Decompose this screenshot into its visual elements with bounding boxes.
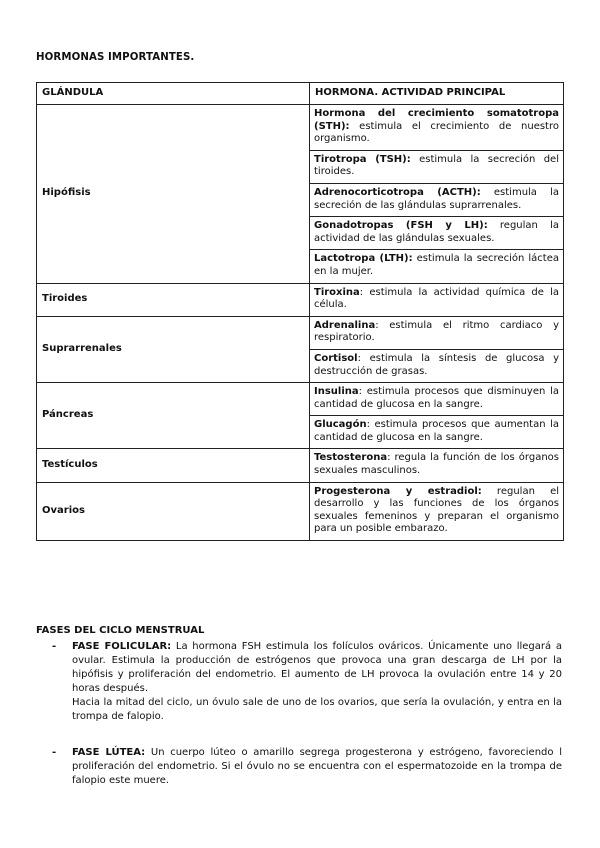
hormone-name: Hormona del crecimiento somatotropa (STH):: [314, 108, 559, 132]
phase-label: FASE LÚTEA:: [72, 747, 146, 758]
gland-cell: Hipófisis: [37, 105, 310, 284]
hormone-name: Progesterona y estradiol:: [314, 485, 482, 497]
hormone-description: : estimula la síntesis de glucosa y destrucción de grasas.: [314, 352, 559, 377]
table-row: [37, 383, 564, 416]
table-row: [37, 449, 564, 482]
phase-paragraph: Hacia la mitad del ciclo, un óvulo sale de uno de los ovarios, que sería la ovulación, y entra en la trompa de falopio.: [72, 697, 562, 722]
hormone-description: estimula la secreción de las glándulas suprarrenales.: [314, 186, 560, 211]
table-row: [37, 283, 564, 316]
gland-cell: Páncreas: [37, 383, 310, 449]
hormone-description: regulan la actividad de las glándulas sexuales.: [314, 220, 559, 244]
table-row: [37, 482, 564, 540]
hormone-description: : estimula procesos que disminuyen la cantidad de glucosa en la sangre.: [314, 386, 559, 410]
page-title: HORMONAS IMPORTANTES.: [36, 52, 195, 63]
hormone-description: : estimula la actividad química de la célula.: [314, 286, 559, 311]
table-header-row: [37, 83, 564, 105]
cycle-section-title: FASES DEL CICLO MENSTRUAL: [36, 625, 205, 636]
bullet-dash: -: [52, 747, 57, 758]
hormone-cell: [310, 449, 564, 482]
gland-cell: Tiroides: [37, 283, 310, 316]
gland-cell: Testículos: [37, 449, 310, 482]
header-hormone: HORMONA. ACTIVIDAD PRINCIPAL: [310, 83, 564, 105]
hormone-name: Tiroxina: [314, 286, 360, 298]
hormone-name: Insulina: [314, 386, 359, 398]
hormone-cell: [310, 105, 564, 151]
hormone-description: estimula el crecimiento de nuestro organismo.: [314, 120, 559, 145]
phase-follicular: [52, 640, 562, 724]
hormone-name: Glucagón: [314, 419, 367, 431]
phase-body: [72, 640, 562, 724]
hormone-cell: [310, 482, 564, 540]
hormone-cell: [310, 250, 564, 283]
bullet-dash: -: [52, 641, 57, 652]
hormone-description: regulan el desarrollo y las funciones de los órganos sexuales femeninos y preparan el organismo para un posible embarazo.: [314, 485, 559, 535]
hormone-cell: [310, 217, 564, 250]
phase-luteal: [52, 746, 562, 788]
hormone-cell: [310, 283, 564, 316]
header-gland: GLÁNDULA: [37, 83, 310, 105]
hormone-name: Lactotropa (LTH):: [314, 253, 413, 265]
hormone-cell: [310, 150, 564, 183]
hormone-name: Adrenocorticotropa (ACTH):: [314, 186, 481, 198]
hormone-cell: [310, 416, 564, 449]
hormone-name: Tirotropa (TSH):: [314, 153, 411, 165]
phase-paragraph: [72, 640, 562, 696]
gland-cell: Suprarrenales: [37, 316, 310, 382]
hormone-cell: [310, 316, 564, 349]
table-row: [37, 316, 564, 349]
hormone-description: : estimula el ritmo cardiaco y respiratorio.: [314, 319, 559, 344]
hormone-name: Gonadotropas (FSH y LH):: [314, 220, 488, 232]
hormone-cell: [310, 383, 564, 416]
hormone-description: : regula la función de los órganos sexuales masculinos.: [314, 452, 559, 477]
hormone-description: : estimula procesos que aumentan la cantidad de glucosa en la sangre.: [314, 419, 559, 443]
hormone-name: Cortisol: [314, 352, 358, 364]
hormones-table: [36, 82, 564, 541]
phase-text: Un cuerpo lúteo o amarillo segrega progesterona y estrógeno, favoreciendo l proliferación del endometrio. Si el óvulo no se encuentra con el espermatozoide en la trompa de falopio este muere.: [72, 747, 562, 786]
hormone-name: Adrenalina: [314, 319, 376, 331]
gland-cell: Ovarios: [37, 482, 310, 540]
phase-label: FASE FOLICULAR:: [72, 641, 172, 652]
phase-paragraph: [72, 746, 562, 788]
phase-body: [72, 746, 562, 788]
hormone-cell: [310, 183, 564, 216]
phase-text: La hormona FSH estimula los folículos ováricos. Únicamente uno llegará a ovular. Estimula la producción de estrógenos que provoca una gran descarga de LH por la hipófisis y proliferación del endometrio. El aumento de LH provoca la ovulación entre 14 y 20 horas después.: [72, 641, 562, 694]
table-row: [37, 105, 564, 151]
hormone-description: estimula la secreción del tiroides.: [314, 153, 559, 178]
hormone-description: estimula la secreción láctea en la mujer.: [314, 253, 559, 277]
hormone-cell: [310, 349, 564, 382]
hormone-name: Testosterona: [314, 452, 388, 464]
